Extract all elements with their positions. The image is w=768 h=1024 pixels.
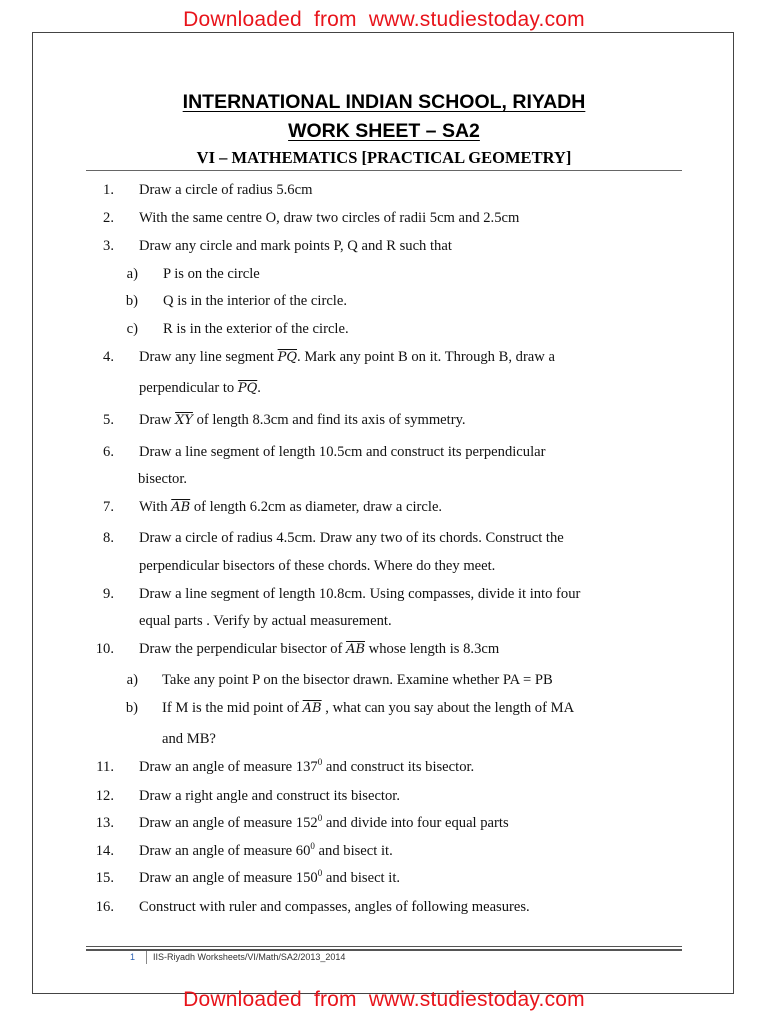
item-number: b) xyxy=(125,293,138,309)
item-number: 1. xyxy=(103,182,114,198)
item-text-start: Draw an angle of measure 152 xyxy=(139,815,318,831)
item-number: 4. xyxy=(103,349,114,365)
item-text-end: and construct its bisector. xyxy=(322,759,475,775)
item-text-start: Draw any line segment xyxy=(139,349,278,365)
item-text: perpendicular bisectors of these chords. Where do they meet. xyxy=(139,558,496,574)
item-text-start: If M is the mid point of xyxy=(162,700,303,716)
item-number: 14. xyxy=(95,843,114,859)
item-number: a) xyxy=(126,266,138,282)
footer-divider-thick xyxy=(86,949,682,951)
item-text: Draw a circle of radius 5.6cm xyxy=(139,182,313,198)
item-text xyxy=(139,498,442,517)
item-number: 8. xyxy=(103,530,114,546)
item-number: 16. xyxy=(95,899,114,915)
page-number: 1 xyxy=(130,952,136,962)
footer-divider xyxy=(86,946,682,947)
item-number: 3. xyxy=(103,238,114,254)
item-number: c) xyxy=(126,321,138,337)
line-segment-label: $\overline{XY}$ xyxy=(175,413,193,428)
line-segment-label: $\overline{PQ}$ xyxy=(277,350,298,365)
item-number: 6. xyxy=(103,444,114,460)
watermark-bottom: Downloaded from www.studiestoday.com xyxy=(183,988,585,1011)
item-number: 11. xyxy=(96,759,114,775)
item-text xyxy=(139,348,555,367)
item-number: 12. xyxy=(95,788,114,804)
item-text: Draw a circle of radius 4.5cm. Draw any two of its chords. Construct the xyxy=(139,530,564,546)
item-text-end: . Mark any point B on it. Through B, draw a xyxy=(297,349,555,365)
item-text xyxy=(139,758,474,776)
item-text xyxy=(162,699,574,718)
item-number: 7. xyxy=(103,499,114,515)
item-text-end: whose length is 8.3cm xyxy=(365,641,500,657)
item-text-end: , what can you say about the length of MA xyxy=(321,700,575,716)
item-text: equal parts . Verify by actual measurement. xyxy=(139,613,392,629)
line-segment-label: $\overline{AB}$ xyxy=(302,701,322,716)
item-text-start: Draw an angle of measure 60 xyxy=(139,843,311,859)
item-text: Draw a line segment of length 10.8cm. Using compasses, divide it into four xyxy=(139,586,581,602)
item-number: 5. xyxy=(103,412,114,428)
item-text-start: Draw an angle of measure 150 xyxy=(139,870,318,886)
item-number: 9. xyxy=(103,586,114,602)
line-segment-label: $\overline{AB}$ xyxy=(171,500,191,515)
item-number: 15. xyxy=(95,870,114,886)
item-text-end: . xyxy=(257,380,261,396)
degree-mark: 0 xyxy=(317,868,323,879)
item-text xyxy=(139,640,499,659)
item-text-start: Draw an angle of measure 137 xyxy=(139,759,318,775)
item-text-end: of length 8.3cm and find its axis of symmetry. xyxy=(192,412,466,428)
item-text: Construct with ruler and compasses, angles of following measures. xyxy=(139,899,530,915)
item-text: and MB? xyxy=(162,731,216,747)
item-number: b) xyxy=(125,700,138,716)
school-title: INTERNATIONAL INDIAN SCHOOL, RIYADH xyxy=(182,91,586,113)
item-text: With the same centre O, draw two circles of radii 5cm and 2.5cm xyxy=(139,210,520,226)
item-text-start: Draw the perpendicular bisector of xyxy=(139,641,347,657)
degree-mark: 0 xyxy=(310,841,315,852)
item-text-end: and bisect it. xyxy=(314,843,393,859)
item-text-end: of length 6.2cm as diameter, draw a circle. xyxy=(190,499,443,515)
worksheet-title: WORK SHEET – SA2 xyxy=(288,120,480,142)
item-text xyxy=(139,869,400,887)
item-text: Take any point P on the bisector drawn. Examine whether PA = PB xyxy=(162,672,553,688)
line-segment-label: $\overline{AB}$ xyxy=(346,642,366,657)
item-text xyxy=(139,411,466,430)
item-text: bisector. xyxy=(138,471,188,487)
item-text-end: and divide into four equal parts xyxy=(322,815,509,831)
item-number: a) xyxy=(126,672,138,688)
subject-heading: VI – MATHEMATICS [PRACTICAL GEOMETRY] xyxy=(196,148,572,167)
item-text-start: Draw xyxy=(139,412,176,428)
item-text: Draw any circle and mark points P, Q and R such that xyxy=(139,238,452,254)
item-text-start: perpendicular to xyxy=(139,380,238,396)
header-divider xyxy=(86,170,682,171)
degree-mark: 0 xyxy=(317,757,323,768)
item-text xyxy=(139,814,509,832)
item-text: Draw a right angle and construct its bisector. xyxy=(139,788,400,804)
item-text xyxy=(139,379,261,398)
item-number: 2. xyxy=(103,210,114,226)
degree-mark: 0 xyxy=(317,813,323,824)
item-number: 10. xyxy=(95,641,114,657)
item-text: Draw a line segment of length 10.5cm and construct its perpendicular xyxy=(139,444,546,460)
item-number: 13. xyxy=(95,815,114,831)
item-text: R is in the exterior of the circle. xyxy=(163,321,349,337)
item-text-end: and bisect it. xyxy=(322,870,401,886)
item-text: P is on the circle xyxy=(163,266,260,282)
footer-separator xyxy=(146,951,147,964)
footer-text: IIS-Riyadh Worksheets/VI/Math/SA2/2013_2014 xyxy=(153,952,346,962)
item-text-start: With xyxy=(139,499,172,515)
item-text xyxy=(139,842,393,860)
line-segment-label: $\overline{PQ}$ xyxy=(237,381,258,396)
watermark-top: Downloaded from www.studiestoday.com xyxy=(183,8,585,31)
item-text: Q is in the interior of the circle. xyxy=(163,293,347,309)
